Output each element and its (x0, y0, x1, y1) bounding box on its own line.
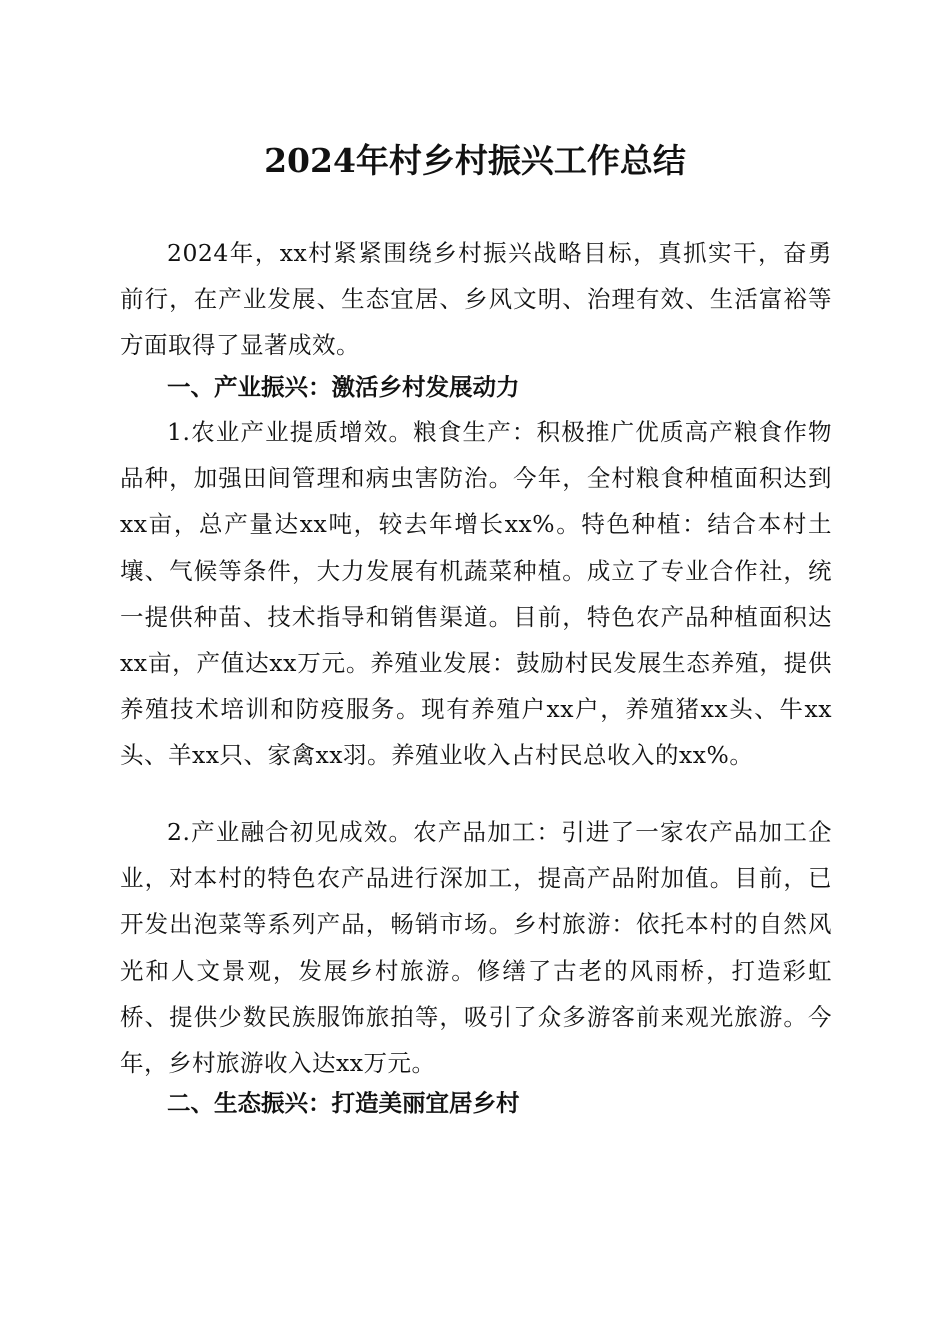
document-title: 2024年村乡村振兴工作总结 (264, 141, 686, 180)
section-heading-ecology: 二、生态振兴：打造美丽宜居乡村 (167, 1089, 520, 1117)
paragraph-agriculture: 1.农业产业提质增效。粮食生产：积极推广优质高产粮食作物品种，加强田间管理和病虫害防治。今年，全村粮食种植面积达到xx亩，总产量达xx吨，较去年增长xx%。特色种植：结合本村土壤、气候等条件，大力发展有机蔬菜种植。成立了专业合作社，统一提供种苗、技术指导和销售渠道。目前，特色农产品种植面积达xx亩，产值达xx万元。养殖业发展：鼓励村民发展生态养殖，提供养殖技术培训和防疫服务。现有养殖户xx户，养殖猪xx头、牛xx头、羊xx只、家禽xx羽。养殖业收入占村民总收入的xx%。 (120, 418, 832, 770)
paragraph-industry-integration: 2.产业融合初见成效。农产品加工：引进了一家农产品加工企业，对本村的特色农产品进行深加工，提高产品附加值。目前，已开发出泡菜等系列产品，畅销市场。乡村旅游：依托本村的自然风光和人文景观，发展乡村旅游。修缮了古老的风雨桥，打造彩虹桥、提供少数民族服饰旅拍等，吸引了众多游客前来观光旅游。今年，乡村旅游收入达xx万元。 (120, 818, 832, 1078)
intro-paragraph: 2024年，xx村紧紧围绕乡村振兴战略目标，真抓实干，奋勇前行，在产业发展、生态宜居、乡风文明、治理有效、生活富裕等方面取得了显著成效。 (120, 239, 832, 360)
section-heading-industry: 一、产业振兴：激活乡村发展动力 (167, 373, 520, 401)
